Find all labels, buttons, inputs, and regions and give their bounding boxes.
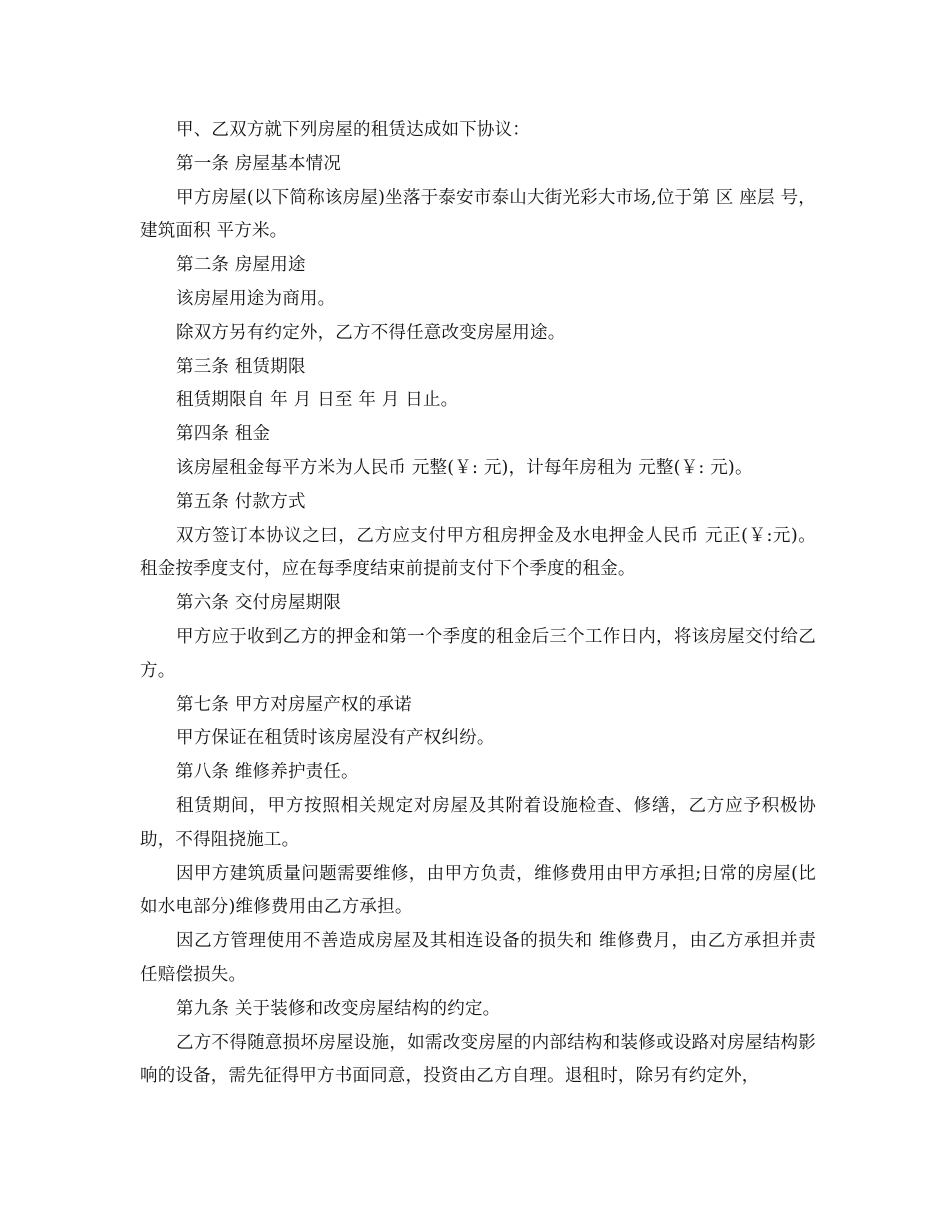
article-5-text: 双方签订本协议之曰，乙方应支付甲方租房押金及水电押金人民币 元正(￥:元)。租金按季度支付，应在每季度结束前提前支付下个季度的租金。 [140,525,816,580]
article-9-heading: 第九条 关于装修和改变房屋结构的约定。 [176,998,501,1019]
article-2-text-2: 除双方另有约定外，乙方不得任意改变房屋用途。 [176,322,566,343]
article-8-text-2: 因甲方建筑质量问题需要维修，由甲方负责，维修费用由甲方承担;日常的房屋(比如水电部分)维修费用由乙方承担。 [140,863,816,918]
article-4-text: 该房屋租金每平方米为人民币 元整(￥: 元)，计每年房租为 元整(￥: 元)。 [176,457,753,478]
article-6-text: 甲方应于收到乙方的押金和第一个季度的租金后三个工作日内，将该房屋交付给乙方。 [140,626,816,681]
article-6-heading: 第六条 交付房屋期限 [176,593,342,614]
article-5-heading: 第五条 付款方式 [176,491,306,512]
article-9-text: 乙方不得随意损坏房屋设施，如需改变房屋的内部结构和装修或设路对房屋结构影响的设备，需先征得甲方书面同意，投资由乙方自理。退租时，除另有约定外， [140,1032,816,1087]
article-4-heading: 第四条 租金 [176,424,271,445]
article-8-text-3: 因乙方管理使用不善造成房屋及其相连设备的损失和 维修费月，由乙方承担并责任赔偿损失。 [140,931,816,985]
intro-paragraph: 甲、乙双方就下列房屋的租赁达成如下协议： [176,120,530,140]
document-body [140,114,816,1094]
article-7-heading: 第七条 甲方对房屋产权的承诺 [176,694,412,715]
article-8-text-1: 租赁期间，甲方按照相关规定对房屋及其附着设施检查、修缮，乙方应予积极协助，不得阻挠施工。 [140,795,816,850]
article-3-heading: 第三条 租赁期限 [176,356,306,377]
article-2-text-1: 该房屋用途为商用。 [176,288,336,309]
article-1-text: 甲方房屋(以下简称该房屋)坐落于泰安市泰山大街光彩大市场,位于第 区 座层 号，建筑面积 平方米。 [140,187,816,242]
article-8-heading: 第八条 维修养护责任。 [176,762,359,783]
article-3-text: 租赁期限自 年 月 日至 年 月 日止。 [176,390,459,411]
article-7-text: 甲方保证在租赁时该房屋没有产权纠纷。 [176,728,495,749]
article-2-heading: 第二条 房屋用途 [176,255,306,276]
article-1-heading: 第一条 房屋基本情况 [176,153,342,174]
